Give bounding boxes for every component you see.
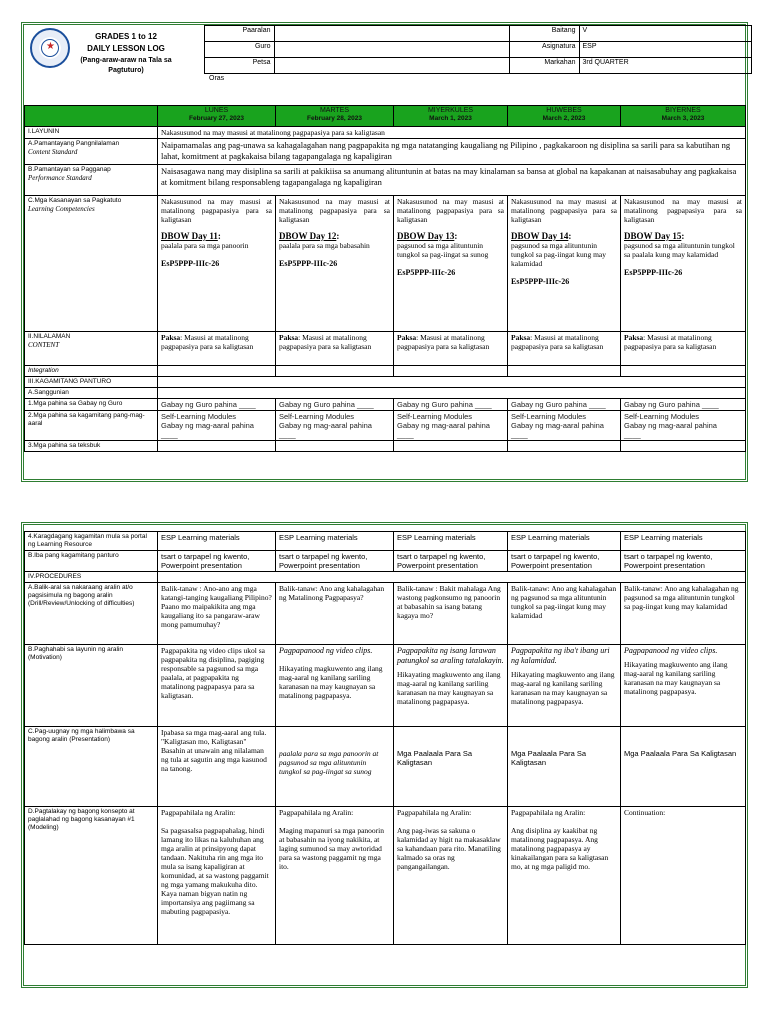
gabay-tue[interactable]: Gabay ng Guro pahina ____: [276, 399, 394, 411]
pag-uugnay-mon: Ipabasa sa mga mag-aaral ang tula. "Kaligtasan mo, Kaligtasan" Basahin at unawain ang nilalaman ng tula at sagutin ang mga kasunod na tanong.: [158, 727, 276, 807]
lesson-table-page-2: [24, 531, 746, 945]
day-header-mon: LUNES February 27, 2023: [158, 106, 276, 127]
balik-row: [25, 583, 746, 645]
tsart-tue: tsart o tarpapel ng kwento, Powerpoint presentation: [276, 551, 394, 572]
pag-uugnay-tue: paalala para sa mga panoorin at pagsunod sa mga alituntunin tungkol sa pag-iingat sa sunog: [276, 727, 394, 807]
balik-label: A.Balik-aral sa nakaraang aralin at/o pagsisimula ng bagong aralin (Drill/Review/Unlocking of difficulties): [25, 583, 158, 645]
paksa-tue: Paksa: Masusi at matalinong pagpapasiya para sa kaligtasan: [276, 332, 394, 366]
lesson-table-page-1: [24, 105, 746, 452]
slm-row: [25, 411, 746, 441]
pagtalakay-thu: Pagpapahilala ng Aralin: Ang disiplina ay kaakibat ng matalinong pagpapasya. Ang matalinong pagpapasya ay kinakailangan para sa kaligtasan mo, at ng mga paligid mo.: [508, 807, 621, 945]
iba-label: B.Iba pang kagamitang panturo: [25, 551, 158, 572]
log-title: DAILY LESSON LOG: [87, 43, 165, 53]
kasanayan-mon: Nakasusunod na may masusi at matalinong pagpapasiya para sa kaligtasan DBOW Day 11: paalala para sa mga panoorin EsP5PPP-IIIc-26: [158, 196, 276, 332]
tsart-fri: tsart o tarpapel ng kwento, Powerpoint presentation: [621, 551, 746, 572]
paghahabi-label: B.Paghahabi sa layunin ng aralin (Motivation): [25, 645, 158, 727]
lesson-log-page-2: [21, 522, 748, 988]
header-logo-cell: [24, 26, 204, 90]
kasanayan-wed: Nakasusunod na may masusi at matalinong pagpapasiya para sa kaligtasan DBOW Day 13: pagsunod sa mga alituntunin tungkol sa pag-iingat sa sunog EsP5PPP-IIIc-26: [394, 196, 508, 332]
paaralan-label: Paaralan: [204, 26, 274, 42]
paghahabi-row: [25, 645, 746, 727]
markahan-value[interactable]: 3rd QUARTER: [579, 57, 751, 73]
kagamitang-mag-aaral-label: 2.Mga pahina sa kagamitang pang-mag-aaral: [25, 411, 158, 441]
kasanayan-fri: Nakasusunod na may masusi at matalinong pagpapasiya para sa kaligtasan DBOW Day 15: pagsunod sa mga alituntunin tungkol sa paalala kung may kalamidad EsP5PPP-IIIc-26: [621, 196, 746, 332]
tsart-thu: tsart o tarpapel ng kwento, Powerpoint presentation: [508, 551, 621, 572]
paghahabi-thu: Pagpapakita ng iba't ibang uri ng kalamidad. Hikayating magkuwento ang ilang mag-aaral ng kanilang sariling karanasan na may kaugnayan sa matalinong pagpapasya.: [508, 645, 621, 727]
oras-label: Oras: [209, 74, 225, 82]
pagtalakay-fri: Continuation:: [621, 807, 746, 945]
day-header-tue: MARTES February 28, 2023: [276, 106, 394, 127]
gabay-mon[interactable]: Gabay ng Guro pahina ____: [158, 399, 276, 411]
esp-materials-wed: ESP Learning materials: [394, 532, 508, 551]
kagamitang-label: III.KAGAMITANG PANTURO: [25, 377, 158, 388]
guro-field[interactable]: [274, 41, 509, 57]
karagdagang-row: [25, 532, 746, 551]
day-header-fri: BIYERNES March 3, 2023: [621, 106, 746, 127]
petsa-field[interactable]: [274, 57, 509, 73]
paksa-mon: Paksa: Masusi at matalinong pagpapasiya para sa kaligtasan: [158, 332, 276, 366]
layunin-text: Nakasusunod na may masusi at matalinong pagpapasiya para sa kaligtasan: [158, 127, 746, 139]
day-header-thu: HUWEBES March 2, 2023: [508, 106, 621, 127]
esp-materials-thu: ESP Learning materials: [508, 532, 621, 551]
gabay-row: [25, 399, 746, 411]
asignatura-label: Asignatura: [509, 41, 579, 57]
paaralan-field[interactable]: [274, 26, 509, 42]
pag-uugnay-fri: Mga Paalaala Para Sa Kaligtasan: [621, 727, 746, 807]
deped-seal-icon: ★: [30, 28, 70, 68]
day-header-wed: MIYERKULES March 1, 2023: [394, 106, 508, 127]
slm-wed[interactable]: Self-Learning Modules Gabay ng mag-aaral pahina ____: [394, 411, 508, 441]
pagganap-label: B.Pamantayan sa Pagganap Performance Standard: [25, 165, 158, 196]
nilalaman-label: II.NILALAMAN CONTENT: [25, 332, 158, 366]
slm-thu[interactable]: Self-Learning Modules Gabay ng mag-aaral pahina ____: [508, 411, 621, 441]
paghahabi-wed: Pagpapakita ng isang larawan patungkol sa araling tatalakayin. Hikayating magkuwento ang ilang mag-aaral ng kanilang sariling karanasan na may kaugnayan sa matalinong pagpapasya.: [394, 645, 508, 727]
tsart-wed: tsart o tarpapel ng kwento, Powerpoint presentation: [394, 551, 508, 572]
pagtalakay-wed: Pagpapahilala ng Aralin: Ang pag-iwas sa sakuna o kalamidad ay higit na makasaklaw sa kahandaan para rito. Manatiling kalmado sa oras ng pangangailangan.: [394, 807, 508, 945]
karagdagang-label: 4.Karagdagang kagamitan mula sa portal ng Learning Resource: [25, 532, 158, 551]
pagtalakay-tue: Pagpapahilala ng Aralin: Maging mapanuri sa mga panoorin at babasahin na iyong nakikita, at laging sumunod sa may awtoridad para sa wastong paggamit ng mga ito.: [276, 807, 394, 945]
balik-fri: Balik-tanaw: Ano ang kahalagahan ng pagsunod sa mga alituntunin tungkol sa pag-iingat kung may kalamidad: [621, 583, 746, 645]
pamantayang-label: A.Pamantayang Pangnilalaman Content Standard: [25, 139, 158, 165]
procedures-label: IV.PROCEDURES: [25, 572, 158, 583]
teksbuk-label: 3.Mga pahina sa teksbuk: [25, 441, 158, 452]
pagtalakay-row: [25, 807, 746, 945]
log-subtitle: (Pang-araw-araw na Tala sa Pagtuturo): [80, 56, 172, 74]
pagganap-text: Naisasagawa nang may disiplina sa sarili at pakikiisa sa anumang alituntunin at batas na may kinalaman sa bansa at global na kapakanan at naisasabuhay ang pagkakaisa at komitment bilang responsableng tagapangalaga ng kapaligiran: [158, 165, 746, 196]
pag-uugnay-wed: Mga Paalaala Para Sa Kaligtasan: [394, 727, 508, 807]
pamantayang-text: Naipamamalas ang pag-unawa sa kahagalagahan nang pagpapakita ng mga natatanging kaugaliang ng Pilipino , pagkakaroon ng disiplina sa sarili para sa kabutihan ng lahat, komitment at pagkakaisa bilang tagapangalaga ng kapaligiran: [158, 139, 746, 165]
balik-mon: Balik-tanaw : Ano-ano ang mga katangi-tanging kaugaliang Pilipino? Paano mo maipakikita ang mga kaugaliang ito sa pangaraw-araw mong pamumuhay?: [158, 583, 276, 645]
kasanayan-tue: Nakasusunod na may masusi at matalinong pagpapasiya para sa kaligtasan DBOW Day 12: paalala para sa mga babasahin EsP5PPP-IIIc-26: [276, 196, 394, 332]
slm-mon[interactable]: Self-Learning Modules Gabay ng mag-aaral pahina ____: [158, 411, 276, 441]
header-table: [24, 25, 752, 89]
pagtalakay-mon: Pagpapahilala ng Aralin: Sa pagsasalsa pagpapahalag, hindi lamang ito likas na kaluhuhan ang mga aralin at prinsipyong dapat tandaan. Nakituha rin ang mga ito mula sa isang kapaligiran at komunidad, at sa wastong paggamit ng mga yamang makukuha dito. Kaya naman bigyan natin ng importansiya ang pagiimang sa mabuting pagpapasiya.: [158, 807, 276, 945]
balik-wed: Balik-tanaw : Bakit mahalaga Ang wastong pagkonsumo ng panoorin at babasahin sa isang batang kagaya mo?: [394, 583, 508, 645]
paghahabi-mon: Pagpapakita ng video clips ukol sa pagpapakita ng disiplina, pagiging responsable sa pagsunod sa mga paalala, at pagpapakita ng matalinong pagpapasya para sa kaligtasan.: [158, 645, 276, 727]
slm-tue[interactable]: Self-Learning Modules Gabay ng mag-aaral pahina ____: [276, 411, 394, 441]
esp-materials-tue: ESP Learning materials: [276, 532, 394, 551]
esp-materials-fri: ESP Learning materials: [621, 532, 746, 551]
pag-uugnay-thu: Mga Paalaala Para Sa Kaligtasan: [508, 727, 621, 807]
lesson-log-page-1: [21, 22, 748, 482]
guro-label: Guro: [204, 41, 274, 57]
gabay-fri[interactable]: Gabay ng Guro pahina ____: [621, 399, 746, 411]
asignatura-value[interactable]: ESP: [579, 41, 751, 57]
layunin-label: I.LAYUNIN: [25, 127, 158, 139]
pag-uugnay-label: C.Pag-uugnay ng mga halimbawa sa bagong aralin (Presentation): [25, 727, 158, 807]
pag-uugnay-row: [25, 727, 746, 807]
kasanayan-row: [25, 196, 746, 332]
sanggunian-label: A.Sanggunian: [25, 388, 158, 399]
gabay-wed[interactable]: Gabay ng Guro pahina ____: [394, 399, 508, 411]
baitang-value[interactable]: V: [579, 26, 751, 42]
esp-materials-mon: ESP Learning materials: [158, 532, 276, 551]
gabay-label: 1.Mga pahina sa Gabay ng Guro: [25, 399, 158, 411]
paksa-fri: Paksa: Masusi at matalinong pagpapasiya para sa kaligtasan: [621, 332, 746, 366]
integration-label: Integration: [25, 366, 158, 377]
kasanayan-thu: Nakasusunod na may masusi at matalinong pagpapasiya para sa kaligtasan DBOW Day 14: pagsunod sa mga alituntunin tungkol sa pag-iingat kung may kalamidad EsP5PPP-IIIc-26: [508, 196, 621, 332]
slm-fri[interactable]: Self-Learning Modules Gabay ng mag-aaral pahina ____: [621, 411, 746, 441]
balik-thu: Balik-tanaw: Ano ang kahalagahan ng pagsunod sa mga alituntunin tungkol sa pag-iingat kung may kalamidad: [508, 583, 621, 645]
pagtalakay-label: D.Pagtalakay ng bagong konsepto at paglalahad ng bagong kasanayan #1 (Modeling): [25, 807, 158, 945]
kasanayan-label: C.Mga Kasanayan sa Pagkatuto Learning Competencies: [25, 196, 158, 332]
markahan-label: Markahan: [509, 57, 579, 73]
paksa-thu: Paksa: Masusi at matalinong pagpapasiya para sa kaligtasan: [508, 332, 621, 366]
tsart-mon: tsart o tarpapel ng kwento, Powerpoint presentation: [158, 551, 276, 572]
oras-label-cell: [204, 73, 274, 89]
paghahabi-tue: Pagpapanood ng video clips. Hikayating magkuwento ang ilang mag-aaral ng kanilang sariling karanasan na may kaugnayan sa matalinong pagpapasya.: [276, 645, 394, 727]
grades-title: GRADES 1 to 12: [95, 31, 157, 41]
nilalaman-row: [25, 332, 746, 366]
iba-row: [25, 551, 746, 572]
petsa-label: Petsa: [204, 57, 274, 73]
paghahabi-fri: Pagpapanood ng video clips. Hikayating magkuwento ang ilang mag-aaral ng kanilang sariling karanasan na may kaugnayan sa matalinong pagpapasya.: [621, 645, 746, 727]
baitang-label: Baitang: [509, 26, 579, 42]
days-header-row: [25, 106, 746, 127]
paksa-wed: Paksa: Masusi at matalinong pagpapasiya para sa kaligtasan: [394, 332, 508, 366]
gabay-thu[interactable]: Gabay ng Guro pahina ____: [508, 399, 621, 411]
balik-tue: Balik-tanaw: Ano ang kahalagahan ng Matalinong Pagpapasya?: [276, 583, 394, 645]
